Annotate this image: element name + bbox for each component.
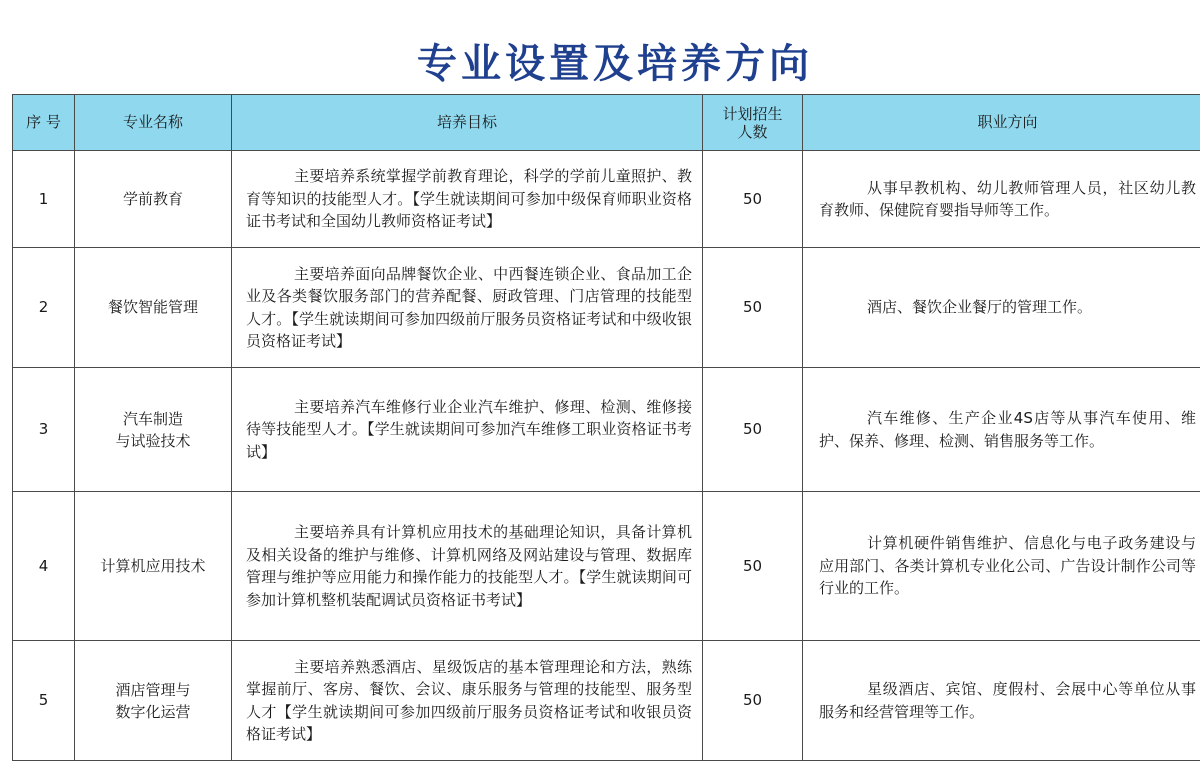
row-career-text: 星级酒店、宾馆、度假村、会展中心等单位从事服务和经营管理等工作。 — [819, 680, 1196, 721]
majors-table — [12, 94, 1200, 761]
row-enroll: 50 — [703, 151, 803, 248]
row-seq: 5 — [13, 641, 75, 761]
row-enroll: 50 — [703, 492, 803, 641]
row-enroll: 50 — [703, 368, 803, 492]
row-seq: 2 — [13, 248, 75, 368]
row-career — [803, 368, 1200, 492]
row-goal — [232, 151, 703, 248]
row-major: 餐饮智能管理 — [75, 248, 232, 368]
row-goal — [232, 492, 703, 641]
row-career — [803, 492, 1200, 641]
row-career — [803, 248, 1200, 368]
row-major-line1: 酒店管理与 — [115, 680, 191, 699]
row-enroll: 50 — [703, 641, 803, 761]
row-major-line2: 与试验技术 — [115, 431, 191, 450]
table-row — [13, 151, 1200, 248]
row-enroll: 50 — [703, 248, 803, 368]
row-major: 学前教育 — [75, 151, 232, 248]
row-seq: 3 — [13, 368, 75, 492]
row-career-text: 酒店、餐饮企业餐厅的管理工作。 — [867, 298, 1093, 317]
header-seq: 序 号 — [13, 95, 75, 151]
row-major: 计算机应用技术 — [75, 492, 232, 641]
row-goal-text: 主要培养熟悉酒店、星级饭店的基本管理理论和方法，熟练掌握前厅、客房、餐饮、会议、康乐服务与管理的技能型、服务型人才【学生就读期间可参加四级前厅服务员资格证考试和收银员资格证考试】 — [246, 657, 692, 743]
table-row — [13, 248, 1200, 368]
row-seq: 1 — [13, 151, 75, 248]
header-goal: 培养目标 — [232, 95, 703, 151]
header-major: 专业名称 — [75, 95, 232, 151]
row-career — [803, 151, 1200, 248]
row-goal — [232, 641, 703, 761]
row-career-text: 计算机硬件销售维护、信息化与电子政务建设与应用部门、各类计算机专业化公司、广告设计制作公司等行业的工作。 — [819, 534, 1196, 598]
row-major-line1: 汽车制造 — [122, 409, 183, 428]
row-goal-text: 主要培养汽车维修行业企业汽车维护、修理、检测、维修接待等技能型人才。【学生就读期间可参加汽车维修工职业资格证书考试】 — [246, 397, 692, 461]
row-goal-text: 主要培养系统掌握学前教育理论，科学的学前儿童照护、教育等知识的技能型人才。【学生就读期间可参加中级保育师职业资格证书考试和全国幼儿教师资格证考试】 — [246, 167, 692, 231]
page-title: 专业设置及培养方向 — [417, 41, 813, 87]
row-major-line2: 数字化运营 — [115, 702, 191, 721]
row-goal-text: 主要培养面向品牌餐饮企业、中西餐连锁企业、食品加工企业及各类餐饮服务部门的营养配餐、厨政管理、门店管理的技能型人才。【学生就读期间可参加四级前厅服务员资格证考试和中级收银员资格证考试】 — [246, 264, 692, 350]
row-career — [803, 641, 1200, 761]
row-goal — [232, 248, 703, 368]
row-seq: 4 — [13, 492, 75, 641]
table-row — [13, 492, 1200, 641]
row-major — [75, 641, 232, 761]
header-row — [13, 95, 1200, 151]
row-goal — [232, 368, 703, 492]
row-career-text: 从事早教机构、幼儿教师管理人员，社区幼儿教育教师、保健院育婴指导师等工作。 — [819, 178, 1196, 219]
table-row — [13, 368, 1200, 492]
row-major — [75, 368, 232, 492]
row-goal-text: 主要培养具有计算机应用技术的基础理论知识，具备计算机及相关设备的维护与维修、计算机网络及网站建设与管理、数据库管理与维护等应用能力和操作能力的技能型人才。【学生就读期间可参加计算机整机装配调试员资格证书考试】 — [246, 523, 692, 609]
header-career: 职业方向 — [803, 95, 1200, 151]
row-career-text: 汽车维修、生产企业4S店等从事汽车使用、维护、保养、修理、检测、销售服务等工作。 — [819, 409, 1196, 450]
header-enroll: 计划招生人数 — [703, 95, 803, 151]
table-row — [13, 641, 1200, 761]
